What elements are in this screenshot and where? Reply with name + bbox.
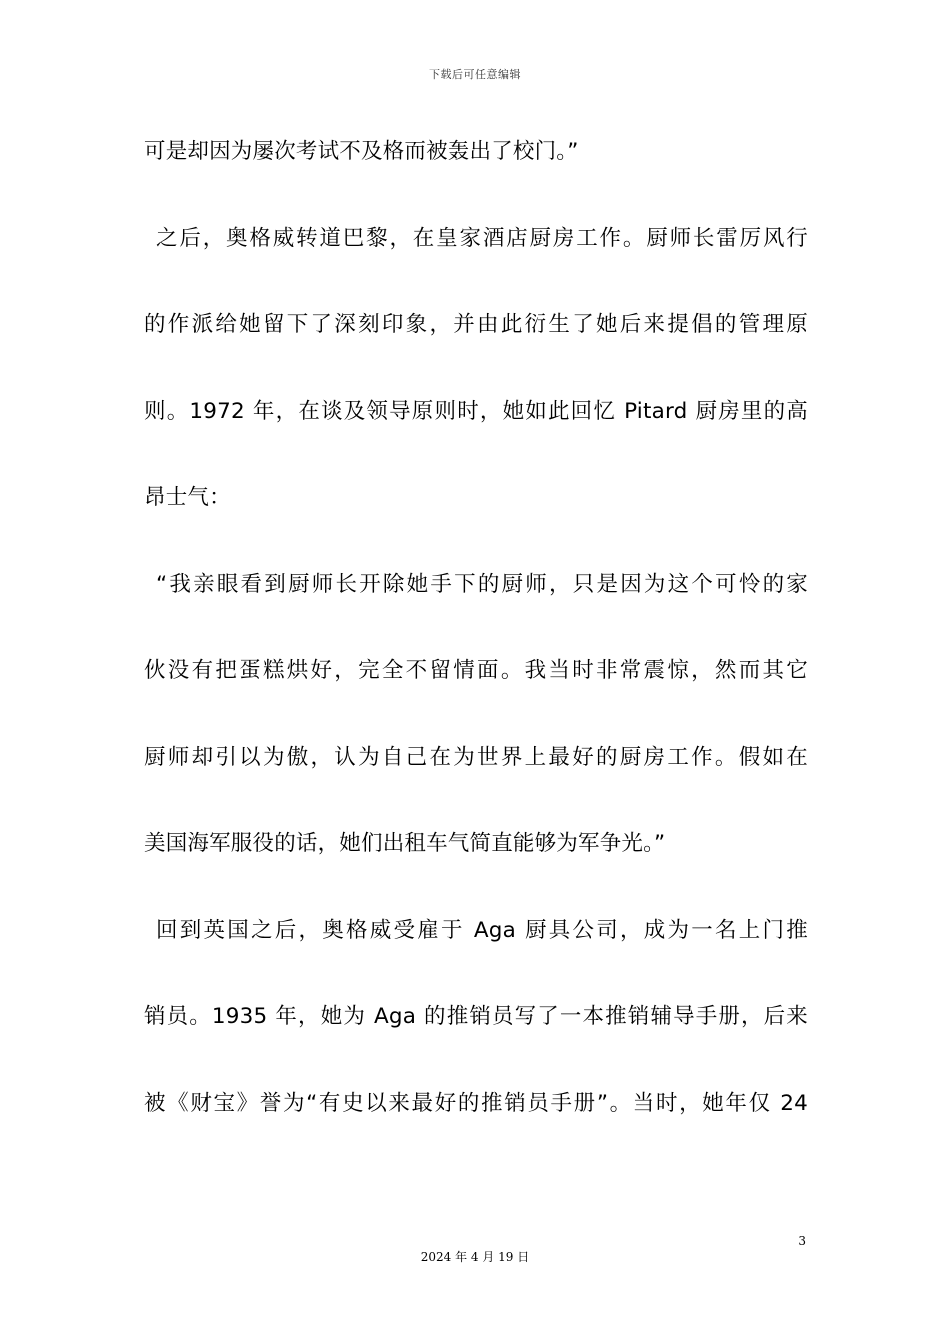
text-line: 之后，奥格威转道巴黎，在皇家酒店厨房工作。厨师长雷厉风行 [156, 225, 808, 251]
text-line: 厨师却引以为傲，认为自己在为世界上最好的厨房工作。假如在 [144, 744, 808, 770]
text-line: 伙没有把蛋糕烘好，完全不留情面。我当时非常震惊，然而其它 [144, 658, 808, 683]
text-line: 回到英国之后，奥格威受雇于 Aga 厨具公司，成为一名上门推 [156, 917, 808, 943]
text-line: 美国海军服役的话，她们出租车气简直能够为军争光。” [144, 831, 666, 856]
text-line: 则。1972 年，在谈及领导原则时，她如此回忆 Pitard 厨房里的高 [144, 398, 808, 424]
text-line: 销员。1935 年，她为 Aga 的推销员写了一本推销辅导手册，后来 [144, 1004, 808, 1029]
text-line: “我亲眼看到厨师长开除她手下的厨师，只是因为这个可怜的家 [156, 571, 808, 597]
page-number: 3 [798, 1234, 806, 1248]
text-line: 被《财宝》誉为“有史以来最好的推销员手册”。当时，她年仅 24 [144, 1090, 808, 1116]
body-text [144, 122, 808, 1160]
header-note: 下载后可任意编辑 [429, 68, 521, 81]
text-line: 的作派给她留下了深刻印象，并由此衍生了她后来提倡的管理原 [144, 312, 808, 337]
footer-date: 2024 年 4 月 19 日 [420, 1250, 530, 1264]
text-line: 可是却因为屡次考试不及格而被轰出了校门。” [144, 139, 579, 164]
text-line: 昂士气： [144, 485, 231, 510]
